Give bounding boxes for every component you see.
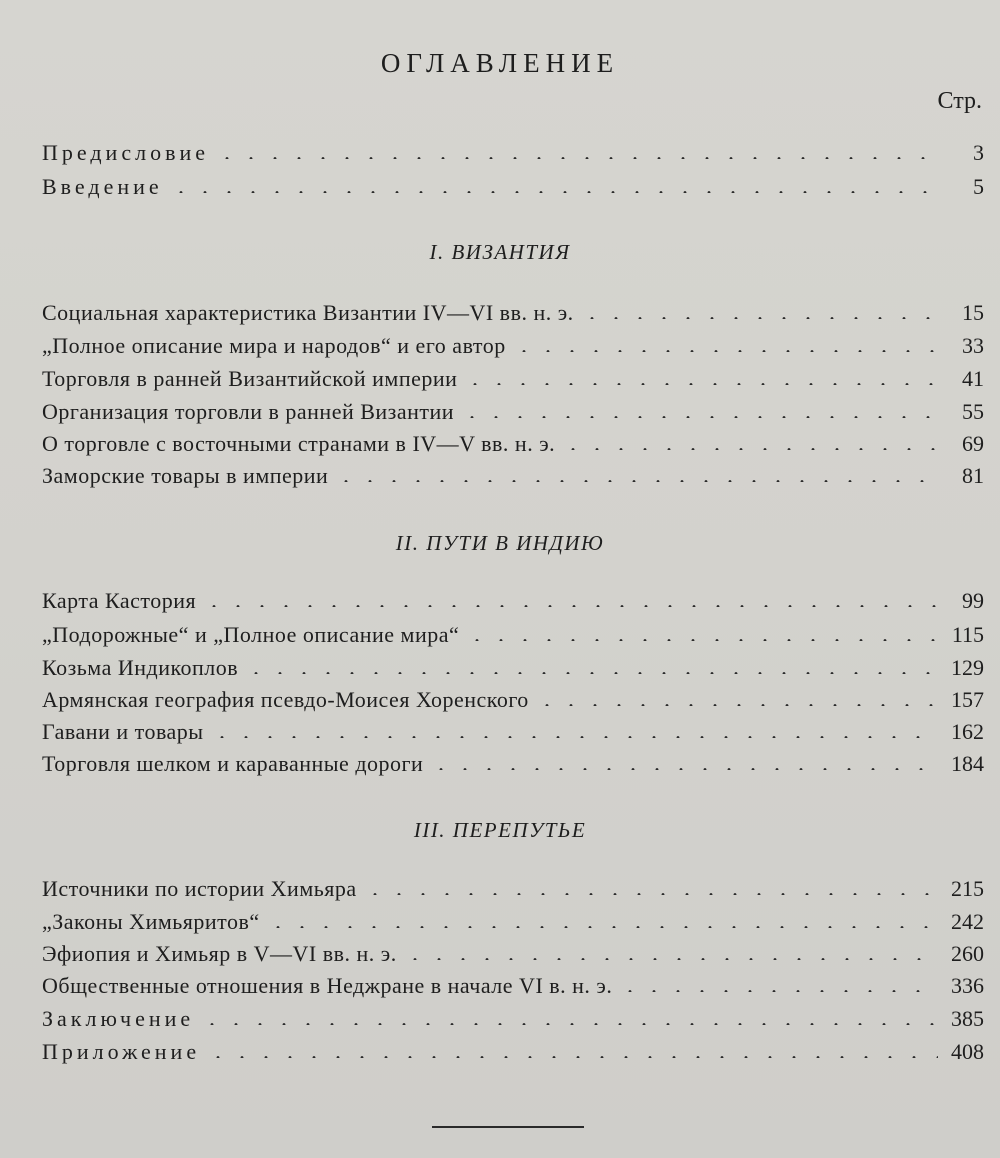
dot-leader xyxy=(618,990,938,992)
toc-entry[interactable] xyxy=(42,136,984,166)
toc-entry-label: Заморские товары в империи xyxy=(42,463,329,488)
toc-entry-label: Социальная характеристика Византии IV—VI вв. н. э. xyxy=(42,300,574,325)
dot-leader xyxy=(535,704,938,706)
section-heading: III. ПЕРЕПУТЬЕ xyxy=(413,818,587,842)
toc-entry-page: 408 xyxy=(951,1039,984,1064)
toc-entry-label: Эфиопия и Химьяр в V—VI вв. н. э. xyxy=(42,941,397,966)
dot-leader xyxy=(403,958,938,960)
toc-entry-label: Источники по истории Химьяра xyxy=(42,876,357,901)
toc-entry-page: 336 xyxy=(951,973,984,998)
toc-entry-page: 129 xyxy=(951,655,984,680)
dot-leader xyxy=(429,768,938,770)
toc-entry[interactable] xyxy=(42,683,984,713)
toc-entry-page: 385 xyxy=(951,1006,984,1031)
toc-entry-label: Гавани и товары xyxy=(42,719,204,744)
toc-entry[interactable] xyxy=(42,362,984,392)
toc-entry-page: 33 xyxy=(962,333,984,358)
toc-entry[interactable] xyxy=(42,905,984,935)
dot-leader xyxy=(561,448,938,450)
toc-entry[interactable] xyxy=(42,747,984,777)
dot-leader xyxy=(210,736,938,738)
toc-title: ОГЛАВЛЕНИЕ xyxy=(380,48,620,78)
section-heading: II. ПУТИ В ИНДИЮ xyxy=(395,531,605,555)
toc-entry-page: 215 xyxy=(951,876,984,901)
toc-entry-label: Козьма Индикоплов xyxy=(42,655,239,680)
toc-entry[interactable] xyxy=(42,969,984,999)
toc-entry-label: Введение xyxy=(42,174,163,199)
dot-leader xyxy=(200,1023,938,1025)
toc-entry-page: 55 xyxy=(962,399,984,424)
toc-entry-page: 242 xyxy=(951,909,984,934)
toc-entry[interactable] xyxy=(42,1002,984,1032)
dot-leader xyxy=(266,926,938,928)
closing-rule xyxy=(432,1126,584,1128)
toc-entry-page: 260 xyxy=(951,941,984,966)
toc-entry-page: 115 xyxy=(951,622,984,647)
toc-entry[interactable] xyxy=(42,584,984,614)
toc-entry[interactable] xyxy=(42,459,984,489)
dot-leader xyxy=(580,317,938,319)
page-column-label: Стр. xyxy=(937,88,982,114)
toc-entry-page: 81 xyxy=(962,463,984,488)
dot-leader xyxy=(460,416,938,418)
toc-entry[interactable] xyxy=(42,937,984,967)
toc-entry-page: 99 xyxy=(962,588,984,613)
toc-entry-label: Общественные отношения в Неджране в начале VI в. н. э. xyxy=(42,973,613,998)
toc-entry[interactable] xyxy=(42,651,984,681)
toc-entry[interactable] xyxy=(42,170,984,200)
dot-leader xyxy=(202,605,938,607)
dot-leader xyxy=(465,639,938,641)
toc-entry-label: „Полное описание мира и народов“ и его автор xyxy=(42,333,506,358)
dot-leader xyxy=(363,893,938,895)
toc-entry[interactable] xyxy=(42,296,984,326)
dot-leader xyxy=(463,383,938,385)
toc-entry-label: Заключение xyxy=(42,1006,195,1031)
dot-leader xyxy=(334,480,938,482)
toc-entry[interactable] xyxy=(42,395,984,425)
toc-entry[interactable] xyxy=(42,329,984,359)
toc-entry-label: Торговля шелком и караванные дороги xyxy=(42,751,424,776)
toc-entry[interactable] xyxy=(42,618,984,648)
toc-entry[interactable] xyxy=(42,1035,984,1065)
toc-entry-label: Приложение xyxy=(42,1039,201,1064)
dot-leader xyxy=(244,672,938,674)
dot-leader xyxy=(512,350,938,352)
toc-entry-label: Карта Кастория xyxy=(42,588,197,613)
dot-leader xyxy=(215,157,938,159)
toc-entry-label: Организация торговли в ранней Византии xyxy=(42,399,455,424)
dot-leader xyxy=(206,1056,938,1058)
toc-entry[interactable] xyxy=(42,872,984,902)
toc-entry-label: Предисловие xyxy=(42,140,209,165)
dot-leader xyxy=(169,191,938,193)
toc-entry-page: 162 xyxy=(951,719,984,744)
toc-entry-page: 157 xyxy=(951,687,984,712)
toc-entry-page: 41 xyxy=(962,366,984,391)
toc-entry-page: 5 xyxy=(973,174,984,199)
toc-entry[interactable] xyxy=(42,715,984,745)
toc-entry-label: „Законы Химьяритов“ xyxy=(42,909,260,934)
section-heading: I. ВИЗАНТИЯ xyxy=(429,240,571,264)
toc-entry-page: 3 xyxy=(973,140,984,165)
toc-entry-page: 184 xyxy=(951,751,984,776)
toc-entry-label: Торговля в ранней Византийской империи xyxy=(42,366,458,391)
toc-entry-label: Армянская география псевдо-Моисея Хоренского xyxy=(42,687,529,712)
toc-entry-label: О торговле с восточными странами в IV—V вв. н. э. xyxy=(42,431,556,456)
toc-entry-page: 15 xyxy=(962,300,984,325)
toc-entry-page: 69 xyxy=(962,431,984,456)
toc-entry[interactable] xyxy=(42,427,984,457)
toc-entry-label: „Подорожные“ и „Полное описание мира“ xyxy=(42,622,460,647)
